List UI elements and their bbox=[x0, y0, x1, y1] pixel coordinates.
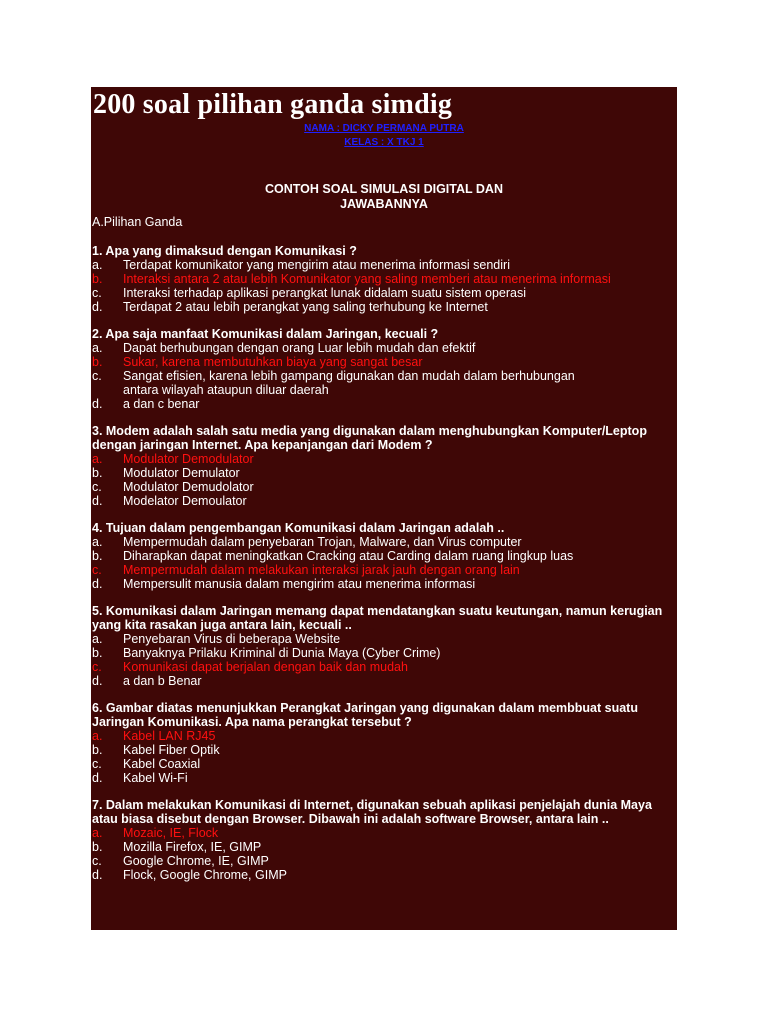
option-row-correct bbox=[92, 660, 677, 674]
option-text: Kabel Fiber Optik bbox=[123, 743, 220, 757]
question-text: 1. Apa yang dimaksud dengan Komunikasi ? bbox=[92, 244, 357, 258]
question-block bbox=[92, 798, 677, 882]
question-text: 4. Tujuan dalam pengembangan Komunikasi dalam Jaringan adalah .. bbox=[92, 521, 505, 535]
option-text: Banyaknya Prilaku Kriminal di Dunia Maya (Cyber Crime) bbox=[123, 646, 441, 660]
heading-line-1: CONTOH SOAL SIMULASI DIGITAL DAN bbox=[265, 182, 503, 196]
option-letter: c. bbox=[92, 286, 102, 300]
option-letter: a. bbox=[92, 729, 103, 743]
option-text: Interaksi antara 2 atau lebih Komunikator yang saling memberi atau menerima informasi bbox=[123, 272, 611, 286]
option-letter: d. bbox=[92, 771, 103, 785]
option-letter: d. bbox=[92, 397, 103, 411]
option-letter: a. bbox=[92, 632, 103, 646]
option-text: Modelator Demoulator bbox=[123, 494, 247, 508]
option-text: a dan c benar bbox=[123, 397, 200, 411]
option-text: Google Chrome, IE, GIMP bbox=[123, 854, 269, 868]
option-row bbox=[92, 757, 677, 771]
option-letter: d. bbox=[92, 577, 103, 591]
option-row bbox=[92, 480, 677, 494]
option-letter: a. bbox=[92, 341, 103, 355]
option-text: Kabel LAN RJ45 bbox=[123, 729, 216, 743]
option-row bbox=[92, 646, 677, 660]
option-row bbox=[92, 632, 677, 646]
option-text: Mozaic, IE, Flock bbox=[123, 826, 219, 840]
option-letter: d. bbox=[92, 494, 103, 508]
option-text: Sukar, karena membutuhkan biaya yang sangat besar bbox=[123, 355, 423, 369]
document-title: 200 soal pilihan ganda simdig bbox=[93, 89, 453, 120]
option-row bbox=[92, 258, 677, 272]
option-row-correct bbox=[92, 355, 677, 369]
option-letter: b. bbox=[92, 355, 103, 369]
option-text: Diharapkan dapat meningkatkan Cracking atau Carding dalam ruang lingkup luas bbox=[123, 549, 574, 563]
option-row bbox=[92, 341, 677, 355]
option-text: Modulator Demudolator bbox=[123, 480, 254, 494]
option-row bbox=[92, 494, 677, 508]
option-row bbox=[92, 743, 677, 757]
question-block bbox=[92, 327, 677, 411]
option-text: Kabel Coaxial bbox=[123, 757, 201, 771]
option-letter: c. bbox=[92, 660, 102, 674]
option-row bbox=[92, 868, 677, 882]
option-letter: d. bbox=[92, 868, 103, 882]
option-letter: d. bbox=[92, 300, 103, 314]
option-text: Komunikasi dapat berjalan dengan baik dan mudah bbox=[123, 660, 408, 674]
option-row bbox=[92, 771, 677, 785]
option-letter: b. bbox=[92, 646, 103, 660]
question-block bbox=[92, 424, 677, 508]
option-row bbox=[92, 369, 677, 397]
option-text: Terdapat 2 atau lebih perangkat yang saling terhubung ke Internet bbox=[123, 300, 488, 314]
option-text: Terdapat komunikator yang mengirim atau menerima informasi sendiri bbox=[123, 258, 510, 272]
option-row bbox=[92, 535, 677, 549]
option-text: Sangat efisien, karena lebih gampang digunakan dan mudah dalam berhubungan antara wilayah ataupun diluar daerah bbox=[123, 369, 575, 397]
author-class-link[interactable]: KELAS : X TKJ 1 bbox=[344, 137, 424, 148]
option-row bbox=[92, 674, 677, 688]
author-class[interactable] bbox=[91, 136, 677, 149]
option-letter: b. bbox=[92, 466, 103, 480]
option-letter: a. bbox=[92, 452, 103, 466]
option-row-correct bbox=[92, 563, 677, 577]
question-text: 2. Apa saja manfaat Komunikasi dalam Jaringan, kecuali ? bbox=[92, 327, 439, 341]
option-text: Mempermudah dalam melakukan interaksi jarak jauh dengan orang lain bbox=[123, 563, 520, 577]
question-text: 6. Gambar diatas menunjukkan Perangkat Jaringan yang digunakan dalam membbuat suatu Jaringan Komunikasi. Apa nama perangkat tersebut ? bbox=[92, 701, 638, 729]
option-row bbox=[92, 840, 677, 854]
document-page bbox=[91, 87, 677, 930]
option-text: Interaksi terhadap aplikasi perangkat lunak didalam suatu sistem operasi bbox=[123, 286, 527, 300]
option-text: Dapat berhubungan dengan orang Luar lebih mudah dan efektif bbox=[123, 341, 476, 355]
option-text: Mempersulit manusia dalam mengirim atau menerima informasi bbox=[123, 577, 476, 591]
option-letter: a. bbox=[92, 535, 103, 549]
option-text: a dan b Benar bbox=[123, 674, 202, 688]
option-letter: a. bbox=[92, 826, 103, 840]
section-label: A.Pilihan Ganda bbox=[92, 215, 183, 229]
option-letter: c. bbox=[92, 854, 102, 868]
option-row bbox=[92, 397, 677, 411]
option-letter: c. bbox=[92, 757, 102, 771]
option-letter: b. bbox=[92, 272, 103, 286]
author-name[interactable] bbox=[91, 122, 677, 135]
option-text: Modulator Demulator bbox=[123, 466, 240, 480]
option-row bbox=[92, 300, 677, 314]
option-text: Kabel Wi-Fi bbox=[123, 771, 188, 785]
heading-line-2: JAWABANNYA bbox=[340, 197, 428, 211]
option-row bbox=[92, 466, 677, 480]
option-text: Modulator Demodulator bbox=[123, 452, 254, 466]
option-letter: d. bbox=[92, 674, 103, 688]
question-text: 5. Komunikasi dalam Jaringan memang dapat mendatangkan suatu keutungan, namun kerugian yang kita rasakan juga antara lain, kecuali .. bbox=[92, 604, 663, 632]
option-text: Flock, Google Chrome, GIMP bbox=[123, 868, 287, 882]
option-row-correct bbox=[92, 729, 677, 743]
heading bbox=[91, 182, 677, 212]
option-row-correct bbox=[92, 272, 677, 286]
option-letter: a. bbox=[92, 258, 103, 272]
option-row-correct bbox=[92, 826, 677, 840]
option-letter: b. bbox=[92, 840, 103, 854]
option-row bbox=[92, 854, 677, 868]
option-row bbox=[92, 549, 677, 563]
option-text: Penyebaran Virus di beberapa Website bbox=[123, 632, 341, 646]
option-row-correct bbox=[92, 452, 677, 466]
option-letter: b. bbox=[92, 549, 103, 563]
option-letter: c. bbox=[92, 563, 102, 577]
author-name-link[interactable]: NAMA : DICKY PERMANA PUTRA bbox=[304, 123, 464, 134]
option-letter: c. bbox=[92, 369, 102, 383]
option-letter: c. bbox=[92, 480, 102, 494]
question-block bbox=[92, 701, 677, 785]
question-block bbox=[92, 604, 677, 688]
option-letter: b. bbox=[92, 743, 103, 757]
option-text: Mempermudah dalam penyebaran Trojan, Malware, dan Virus computer bbox=[123, 535, 522, 549]
option-row bbox=[92, 577, 677, 591]
question-block bbox=[92, 244, 677, 314]
question-text: 3. Modem adalah salah satu media yang digunakan dalam menghubungkan Komputer/Leptop dengan jaringan Internet. Apa kepanjangan dari Modem ? bbox=[92, 424, 647, 452]
option-text: Mozilla Firefox, IE, GIMP bbox=[123, 840, 262, 854]
question-block bbox=[92, 521, 677, 591]
option-row bbox=[92, 286, 677, 300]
question-text: 7. Dalam melakukan Komunikasi di Internet, digunakan sebuah aplikasi penjelajah dunia Maya atau biasa disebut dengan Browser. Dibawah ini adalah software Browser, antara lain .. bbox=[92, 798, 652, 826]
